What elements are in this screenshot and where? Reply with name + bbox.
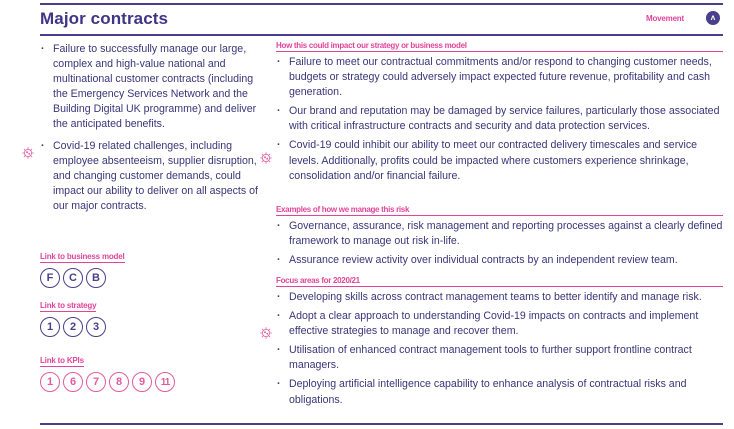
risk-item-text: Covid-19 related challenges, including employee absenteeism, supplier disruption, and changing customer demands, could impact our ability to deliver on all aspects of our major contracts. [53,139,258,212]
focus-heading: Focus areas for 2020/21 [276,276,723,287]
page-title: Major contracts [40,9,169,28]
strategy-badge[interactable]: 1 [40,317,60,337]
impact-item-text: Our brand and reputation may be damaged by service failures, particularly those associated with critical infrastructure contracts and security and data protection services. [289,105,720,133]
kpi-badge[interactable]: 1 [40,372,60,392]
manage-item-text: Assurance review activity over individual contracts by an independent review team. [289,254,678,267]
kpi-badge[interactable]: 6 [63,372,83,392]
manage-item [276,253,723,268]
focus-item [276,290,723,305]
focus-item [276,343,723,373]
impact-item-covid [276,138,723,183]
covid-virus-icon [259,326,273,340]
impact-section [276,41,723,188]
impact-item [276,55,723,100]
covid-virus-icon [259,151,273,165]
impact-item-text: Covid-19 could inhibit our ability to meet our contracted delivery timescales and service levels. Additionally, profits could be impacted where customers experience shrinkage, consolidation and/or financial failure. [289,139,698,182]
risk-description [40,42,258,220]
risk-item-text: Failure to successfully manage our large, complex and high-value national and multinational customer contracts (including the Emergency Services Network and the Building Digital UK programme) and deliver the anticipated benefits. [53,43,257,131]
risk-item [40,42,258,133]
manage-heading: Examples of how we manage this risk [276,205,723,216]
focus-section [276,276,723,412]
impact-item-text: Failure to meet our contractual commitments and/or respond to changing customer needs, budgets or strategy could adversely impact expected future revenue, profitability and cash generation. [289,56,712,99]
title-rule [40,34,723,36]
focus-item-text: Developing skills across contract management teams to better identify and manage risk. [289,291,702,303]
manage-item-text: Governance, assurance, risk management and reporting processes against a clearly defined framework to manage out risk in-life. [289,220,723,248]
focus-item-text: Deploying artificial intelligence capability to enhance analysis of contractual risks and obligations. [289,378,687,406]
manage-item [276,219,723,249]
arrow-up-icon: ʌ [706,11,720,25]
focus-item-text: Adopt a clear approach to understanding Covid-19 impacts on contracts and implement effective strategies to manage and recover them. [289,310,699,338]
manage-section [276,205,723,272]
impact-item [276,104,723,134]
link-business-model [40,246,125,288]
link-kpis [40,350,175,392]
link-strategy [40,295,106,337]
movement-label: Movement [646,14,684,23]
kpi-badge[interactable]: 7 [86,372,106,392]
link-strategy-heading: Link to strategy [40,301,97,310]
business-model-badge[interactable]: F [40,268,60,288]
strategy-badge[interactable]: 3 [86,317,106,337]
top-rule [40,3,723,5]
focus-item-text: Utilisation of enhanced contract management tools to further support frontline contract managers. [289,344,692,372]
link-kpis-heading: Link to KPIs [40,356,84,365]
kpi-badge[interactable]: 11 [155,372,175,392]
kpi-badge[interactable]: 8 [109,372,129,392]
risk-item-covid [40,139,258,214]
focus-item [276,377,723,407]
covid-virus-icon [21,146,35,160]
business-model-badge[interactable]: B [86,268,106,288]
focus-item-covid [276,309,723,339]
impact-heading: How this could impact our strategy or business model [276,41,723,52]
link-business-model-heading: Link to business model [40,252,125,261]
business-model-badge[interactable]: C [63,268,83,288]
bottom-rule [40,423,723,425]
kpi-badge[interactable]: 9 [132,372,152,392]
strategy-badge[interactable]: 2 [63,317,83,337]
